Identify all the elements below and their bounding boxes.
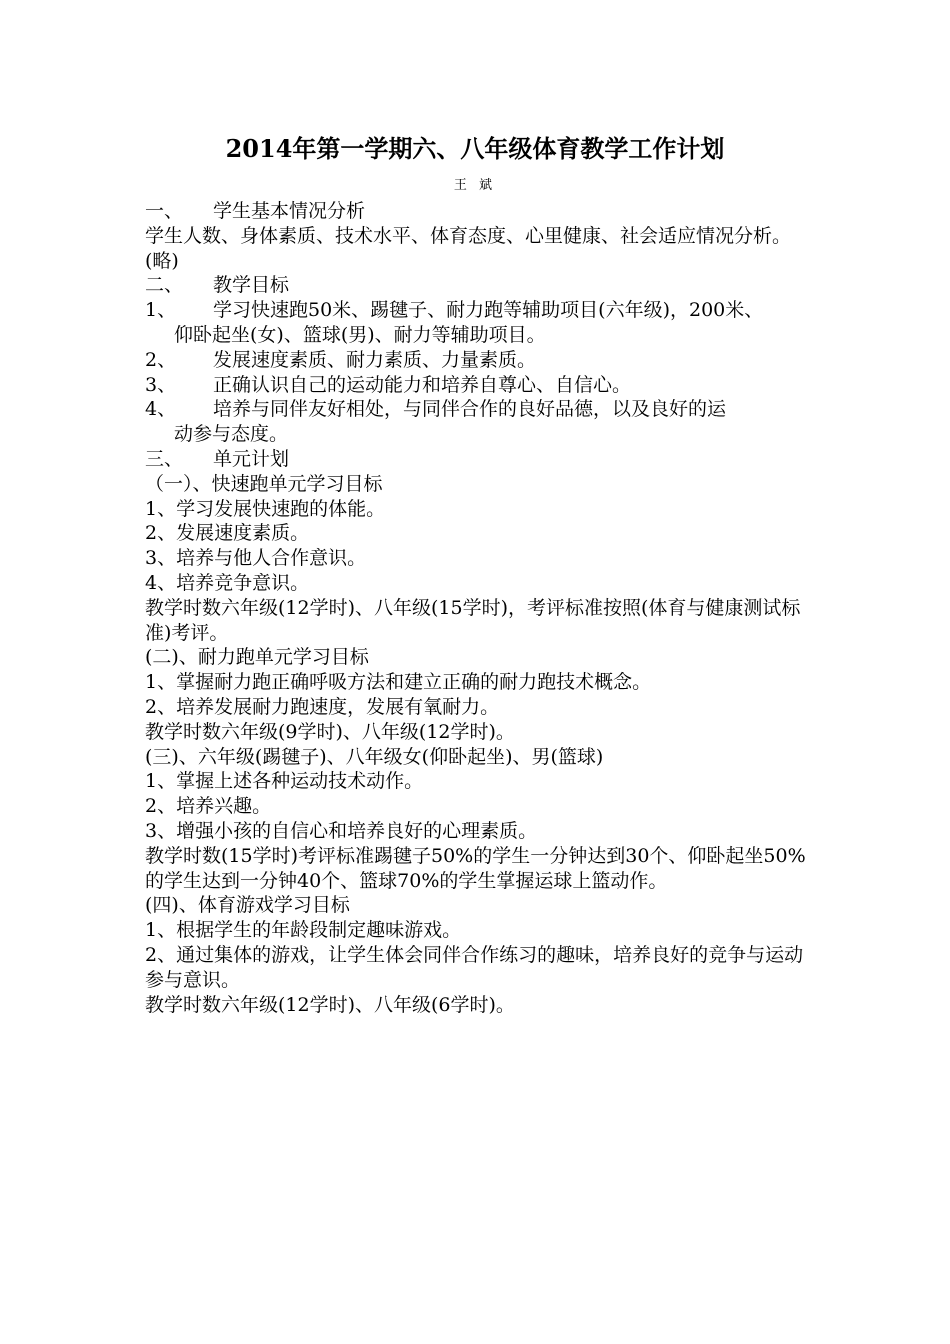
list-item: 1、掌握上述各种运动技术动作。 — [145, 770, 424, 793]
section-heading-1 — [145, 199, 815, 224]
document-body — [145, 199, 815, 1017]
goal-item — [145, 373, 815, 398]
goal-item — [145, 397, 815, 447]
section-title: 单元计划 — [213, 447, 290, 470]
list-item: 3、增强小孩的自信心和培养良好的心理素质。 — [145, 819, 538, 842]
unit-hours: 教学时数六年级(12学时)、八年级(6学时)。 — [145, 993, 515, 1016]
section-title: 学生基本情况分析 — [213, 200, 366, 222]
goal-number: 1、 — [145, 299, 177, 322]
list-item: 2、培养发展耐力跑速度，发展有氧耐力。 — [145, 695, 500, 718]
goal-text: 正确认识自己的运动能力和培养自尊心、自信心。 — [213, 373, 632, 396]
unit-title: （一）、快速跑单元学习目标 — [145, 472, 383, 495]
section-title: 教学目标 — [213, 274, 290, 297]
list-item: 2、发展速度素质。 — [145, 522, 310, 545]
goal-text-continued: 动参与态度。 — [174, 423, 289, 446]
goal-item — [145, 298, 815, 348]
unit-hours: 教学时数六年级(9学时)、八年级(12学时)。 — [145, 720, 515, 743]
list-item: 3、培养与他人合作意识。 — [145, 547, 367, 570]
goal-text-continued: 仰卧起坐(女)、篮球(男)、耐力等辅助项目。 — [174, 323, 546, 346]
list-item: 1、学习发展快速跑的体能。 — [145, 497, 386, 520]
section-number: 三、 — [145, 447, 184, 470]
goal-item — [145, 348, 815, 373]
section-heading-3 — [145, 447, 815, 472]
section-number: 二、 — [145, 274, 184, 297]
list-item: 2、培养兴趣。 — [145, 795, 272, 818]
goal-number: 4、 — [145, 398, 177, 421]
goal-number: 3、 — [145, 373, 177, 396]
section-heading-2 — [145, 273, 815, 298]
unit-hours: 教学时数(15学时)考评标准踢毽子50%的学生一分钟达到30个、仰卧起坐50%的学生达到一分钟40个、篮球70%的学生掌握运球上篮动作。 — [145, 844, 806, 892]
section-1-body: 学生人数、身体素质、技术水平、体育态度、心里健康、社会适应情况分析。(略) — [145, 224, 792, 272]
list-item: 2、通过集体的游戏，让学生体会同伴合作练习的趣味，培养良好的竞争与运动参与意识。 — [145, 943, 804, 991]
document-title: 2014年第一学期六、八年级体育教学工作计划 — [225, 134, 725, 163]
author-name: 王 斌 — [453, 178, 497, 193]
list-item: 4、培养竞争意识。 — [145, 571, 310, 594]
goal-text: 培养与同伴友好相处，与同伴合作的良好品德，以及良好的运 — [213, 398, 727, 421]
list-item: 1、根据学生的年龄段制定趣味游戏。 — [145, 919, 462, 942]
section-number: 一、 — [145, 200, 184, 222]
unit-title: (二)、耐力跑单元学习目标 — [145, 646, 369, 669]
unit-title: (四)、体育游戏学习目标 — [145, 894, 350, 917]
unit-hours: 教学时数六年级(12学时)、八年级(15学时)，考评标准按照(体育与健康测试标准)考评。 — [145, 596, 801, 644]
list-item: 1、掌握耐力跑正确呼吸方法和建立正确的耐力跑技术概念。 — [145, 671, 652, 694]
goal-number: 2、 — [145, 348, 177, 371]
goal-text: 发展速度素质、耐力素质、力量素质。 — [213, 348, 537, 371]
goal-text: 学习快速跑50米、踢毽子、耐力跑等辅助项目(六年级)，200米、 — [213, 299, 764, 322]
unit-title: (三)、六年级(踢毽子)、八年级女(仰卧起坐)、男(篮球) — [145, 745, 604, 768]
